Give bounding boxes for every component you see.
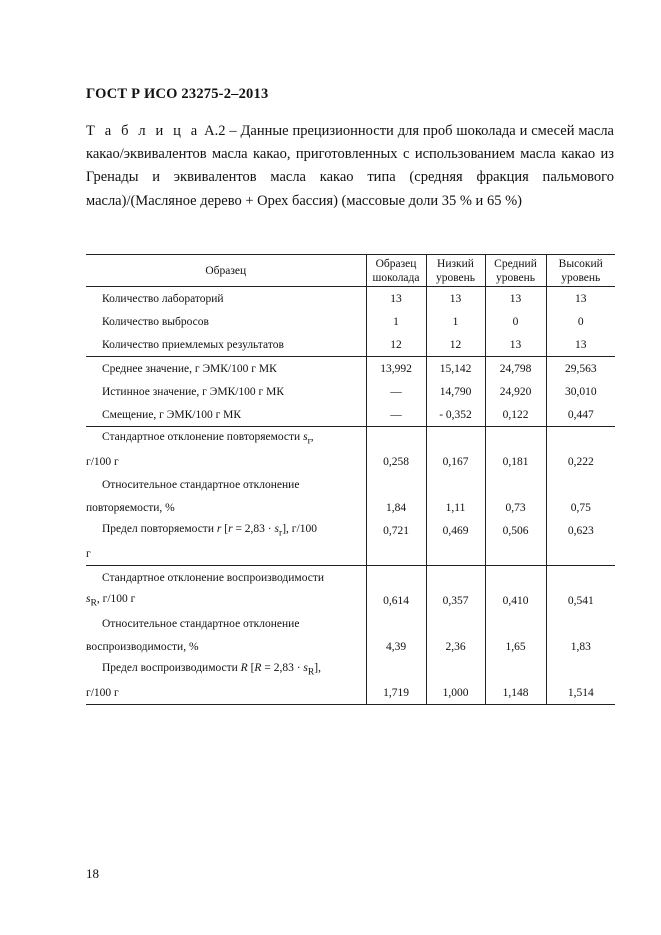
- table-row-sr-line1: [86, 427, 615, 451]
- table-cell: 0,357: [426, 589, 485, 612]
- caption-label: Т а б л и ц а: [86, 123, 201, 139]
- table-row-true-value: [86, 380, 615, 403]
- table-cell: 1,83: [546, 635, 615, 658]
- table-cell: 0,75: [546, 496, 615, 519]
- page-number: 18: [86, 866, 99, 881]
- row-label: Относительное стандартное отклонение: [102, 617, 300, 630]
- table-cell: 13: [546, 333, 615, 357]
- row-label-continuation: повторяемости, %: [86, 501, 175, 514]
- table-cell: 0,614: [366, 589, 426, 612]
- table-cell: 0,541: [546, 589, 615, 612]
- header-chocolate-sample: Образец шоколада: [366, 255, 426, 287]
- row-label: Предел воспроизводимости R $[R = 2,83 \cdot s_R]$,: [102, 661, 321, 678]
- row-label: Среднее значение, г ЭМК/100 г МК: [86, 357, 366, 381]
- table-header-row: [86, 255, 615, 287]
- table-cell: 1: [426, 310, 485, 333]
- table-cell: 0,258: [366, 450, 426, 473]
- table-cell: 0,167: [426, 450, 485, 473]
- table-row-rsdr-line1: [86, 473, 615, 496]
- table-row-rsdR: [86, 635, 615, 658]
- table-cell: 1,719: [366, 681, 426, 705]
- row-label: Стандартное отклонение повторяемости $s_r$,: [86, 427, 366, 451]
- table-cell: 0,122: [485, 403, 546, 427]
- table-cell: 1,514: [546, 681, 615, 705]
- row-label-continuation: г/100 г: [86, 681, 366, 705]
- table-row-bias: [86, 403, 615, 427]
- table-cell: 2,36: [426, 635, 485, 658]
- table-cell: 1,11: [426, 496, 485, 519]
- table-row-rsdr: [86, 496, 615, 519]
- caption-text: А.2 – Данные прецизионности для проб шоколада и смесей масла какао/эквивалентов масла какао, приготовленных с использованием масла какао из Гренады и эквивалентов масла какао типа (средняя фракция пальмового масла)/(Масляное дерево + Орех бассия) (массовые доли 35 % и 65 %): [86, 123, 614, 209]
- table-cell: 0,222: [546, 450, 615, 473]
- header-sample: Образец: [86, 255, 366, 287]
- table-cell: 13: [485, 287, 546, 311]
- table-row-r-limit: [86, 519, 615, 542]
- row-label: Истинное значение, г ЭМК/100 г МК: [102, 385, 285, 398]
- row-label-continuation: $s_R$, г/100 г: [86, 592, 136, 609]
- table-cell: 13: [366, 287, 426, 311]
- table-cell: 30,010: [546, 380, 615, 403]
- table-cell: 0,73: [485, 496, 546, 519]
- table-cell: 0,181: [485, 450, 546, 473]
- header-medium-level: Средний уровень: [485, 255, 546, 287]
- header-low-level: Низкий уровень: [426, 255, 485, 287]
- table-cell: 1,000: [426, 681, 485, 705]
- row-label-continuation: воспроизводимости, %: [86, 640, 199, 653]
- table-cell: —: [366, 403, 426, 427]
- row-label: Количество выбросов: [102, 315, 209, 328]
- table-row-labs: [86, 287, 615, 311]
- table-cell: 0,469: [426, 519, 485, 542]
- table-row-sR: [86, 589, 615, 612]
- row-label: Количество лабораторий: [102, 292, 224, 305]
- table-row-mean: [86, 357, 615, 381]
- table-cell: 13: [426, 287, 485, 311]
- table-cell: 0,410: [485, 589, 546, 612]
- table-cell: 12: [366, 333, 426, 357]
- table-cell: 1,65: [485, 635, 546, 658]
- table-cell: 13: [485, 333, 546, 357]
- row-label: Относительное стандартное отклонение: [102, 478, 300, 491]
- table-cell: 1,84: [366, 496, 426, 519]
- row-label: Смещение, г ЭМК/100 г МК: [102, 408, 242, 421]
- row-label: Количество приемлемых результатов: [102, 338, 284, 351]
- table-row-sR-line1: [86, 566, 615, 590]
- table-cell: 29,563: [546, 357, 615, 381]
- table-row-R-limit: [86, 681, 615, 705]
- table-cell: 13: [546, 287, 615, 311]
- table-row-outliers: [86, 310, 615, 333]
- table-cell: 1,148: [485, 681, 546, 705]
- table-cell: - 0,352: [426, 403, 485, 427]
- table-cell: 0: [546, 310, 615, 333]
- precision-data-table: [86, 254, 615, 705]
- table-row-rsdR-line1: [86, 612, 615, 635]
- table-caption: [86, 120, 614, 213]
- table-cell: 24,798: [485, 357, 546, 381]
- table-cell: 0,506: [485, 519, 546, 542]
- table-cell: 1: [366, 310, 426, 333]
- row-label-continuation: г/100 г: [86, 455, 119, 468]
- table-cell: 15,142: [426, 357, 485, 381]
- table-cell: 4,39: [366, 635, 426, 658]
- table-cell: 0,447: [546, 403, 615, 427]
- table-cell: 0,721: [366, 519, 426, 542]
- row-label-continuation: г: [86, 547, 91, 560]
- table-cell: 13,992: [366, 357, 426, 381]
- table-cell: 0: [485, 310, 546, 333]
- table-row-r-limit-line2: [86, 542, 615, 566]
- row-label: Предел повторяемости r $[r = 2,83 \cdot s_r]$, г/100: [102, 522, 317, 539]
- table-cell: 12: [426, 333, 485, 357]
- document-header: ГОСТ Р ИСО 23275-2–2013: [86, 86, 269, 102]
- table-cell: —: [366, 380, 426, 403]
- table-cell: 14,790: [426, 380, 485, 403]
- table-row-R-limit-line1: [86, 658, 615, 681]
- table-cell: 24,920: [485, 380, 546, 403]
- table-row-sr: [86, 450, 615, 473]
- row-label: Стандартное отклонение воспроизводимости: [86, 566, 366, 590]
- table-cell: 0,623: [546, 519, 615, 542]
- table-row-accepted: [86, 333, 615, 357]
- header-high-level: Высокий уровень: [546, 255, 615, 287]
